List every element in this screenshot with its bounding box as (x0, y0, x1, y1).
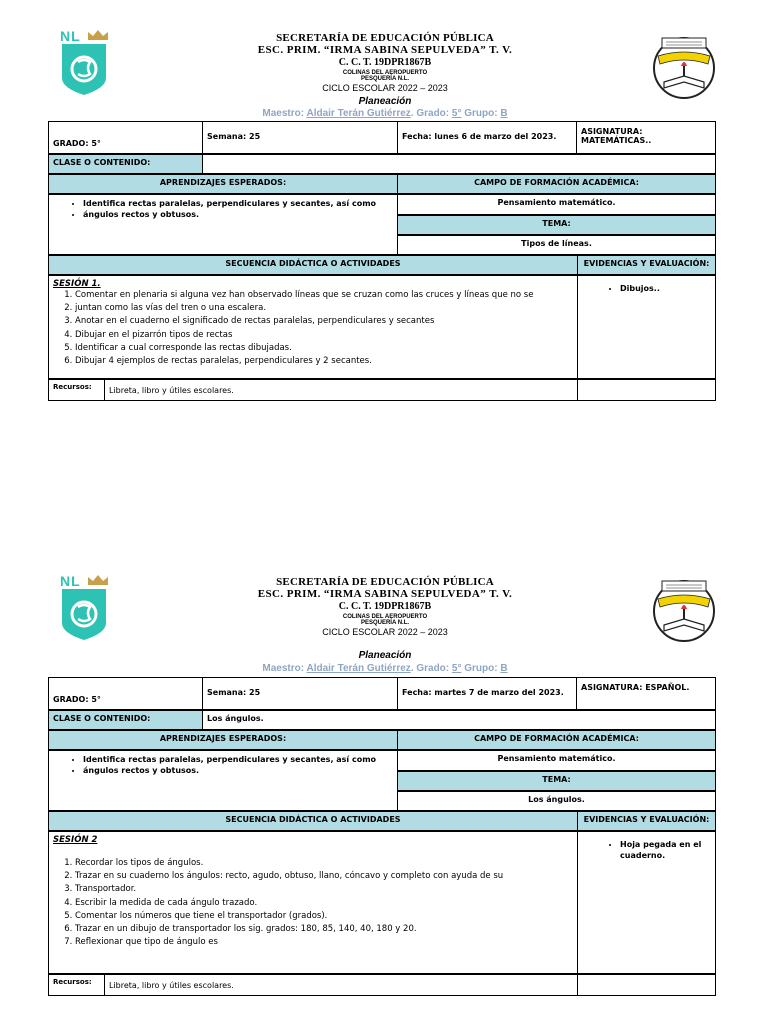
grado-cell: GRADO: 5° (48, 121, 203, 154)
recursos-label: Recursos: (48, 974, 105, 996)
school-header (230, 576, 540, 637)
ciclo-escolar: CICLO ESCOLAR 2022 – 2023 (322, 627, 448, 637)
grupo-value: B (500, 663, 508, 674)
crown-icon (88, 30, 108, 40)
clase-value (202, 154, 716, 174)
school-header (230, 32, 540, 93)
grupo-prefix: Grupo: (461, 108, 501, 119)
planeacion-title: Planeación (358, 650, 412, 661)
clase-value: Los ángulos. (202, 710, 716, 730)
aprendizaje-item: • Identifica rectas paralelas, perpendiculares y secantes, así como (83, 198, 393, 209)
grado-cell: GRADO: 5° (48, 677, 203, 710)
actividad-item: 3. Transportador. (75, 883, 573, 896)
asignatura-cell: ASIGNATURA: ESPAÑOL. (576, 677, 716, 710)
nl-logo-text: NL (60, 573, 81, 589)
clase-label: CLASE O CONTENIDO: (48, 154, 203, 174)
semana-cell: Semana: 25 (202, 121, 398, 154)
actividad-item: 2. juntan como las vías del tren o una escalera. (75, 302, 573, 315)
colonia: COLINAS DEL AEROPUERTO (342, 70, 428, 76)
secuencia-header: SECUENCIA DIDÁCTICA O ACTIVIDADES (48, 811, 578, 831)
fecha-cell: Fecha: martes 7 de marzo del 2023. (397, 677, 577, 710)
clase-label: CLASE O CONTENIDO: (48, 710, 203, 730)
cct: C. C. T. 19DPR1867B (338, 601, 432, 612)
evidencias-header: EVIDENCIAS Y EVALUACIÓN: (577, 811, 716, 831)
school-seal (652, 573, 716, 645)
sesion-title: SESIÓN 1. (53, 279, 101, 289)
actividad-item: 1. Comentar en plenaria si alguna vez han observado líneas que se cruzan como las cruces y líneas que no se (75, 289, 573, 302)
crown-icon (88, 575, 108, 585)
secuencia-body (48, 831, 578, 974)
aprendizajes-body (48, 194, 398, 255)
school-name: ESC. PRIM. “IRMA SABINA SEPULVEDA” T. V. (257, 44, 513, 56)
shield-icon (60, 42, 108, 96)
grupo-value: B (500, 108, 508, 119)
maestro-name: Aldair Terán Gutiérrez (306, 663, 411, 674)
semana-cell: Semana: 25 (202, 677, 398, 710)
municipio: PESQUERÍA N.L. (360, 620, 410, 626)
secretaria-title: SECRETARÍA DE EDUCACIÓN PÚBLICA (276, 32, 494, 44)
actividad-item: 5. Identificar a cual corresponde las rectas dibujadas. (75, 342, 573, 355)
school-name: ESC. PRIM. “IRMA SABINA SEPULVEDA” T. V. (257, 588, 513, 600)
school-seal-icon (652, 30, 716, 102)
maestro-line (200, 108, 570, 119)
grupo-prefix: Grupo: (461, 663, 501, 674)
cct: C. C. T. 19DPR1867B (338, 57, 432, 68)
actividad-item: 6. Trazar en un dibujo de transportador los sig. grados: 180, 85, 140, 40, 180 y 20. (75, 923, 573, 936)
recursos-value: Libreta, libro y útiles escolares. (104, 974, 578, 996)
recursos-value: Libreta, libro y útiles escolares. (104, 379, 578, 401)
secuencia-body (48, 275, 578, 379)
campo-value: Pensamiento matemático. (397, 194, 716, 215)
campo-value: Pensamiento matemático. (397, 750, 716, 771)
evidencias-header: EVIDENCIAS Y EVALUACIÓN: (577, 255, 716, 275)
evidencia-item: • Dibujos.. (620, 283, 711, 294)
sesion-title: SESIÓN 2 (53, 835, 98, 845)
maestro-line (200, 663, 570, 674)
aprendizajes-header: APRENDIZAJES ESPERADOS: (48, 730, 398, 750)
fecha-cell: Fecha: lunes 6 de marzo del 2023. (397, 121, 577, 154)
tema-value: Tipos de líneas. (397, 235, 716, 255)
actividad-item: 5. Comentar los números que tiene el transportador (grados). (75, 910, 573, 923)
school-seal-icon (652, 573, 716, 645)
maestro-prefix: Maestro: (262, 663, 307, 674)
actividad-item: 1. Recordar los tipos de ángulos. (75, 857, 573, 870)
actividad-item: 2. Trazar en su cuaderno los ángulos: recto, agudo, obtuso, llano, cóncavo y completo con ayuda de su (75, 870, 573, 883)
tema-label: TEMA: (397, 771, 716, 791)
tema-value: Los ángulos. (397, 791, 716, 811)
campo-header: CAMPO DE FORMACIÓN ACADÉMICA: (397, 730, 716, 750)
recursos-empty (577, 974, 716, 996)
maestro-name: Aldair Terán Gutiérrez (306, 108, 411, 119)
nl-logo (58, 573, 110, 641)
aprendizaje-item: • ángulos rectos y obtusos. (83, 765, 393, 776)
actividad-item: 6. Dibujar 4 ejemplos de rectas paralelas, perpendiculares y 2 secantes. (75, 355, 573, 368)
aprendizaje-item: • Identifica rectas paralelas, perpendiculares y secantes, así como (83, 754, 393, 765)
nl-logo (58, 28, 110, 96)
secuencia-header: SECUENCIA DIDÁCTICA O ACTIVIDADES (48, 255, 578, 275)
school-seal (652, 30, 716, 102)
secretaria-title: SECRETARÍA DE EDUCACIÓN PÚBLICA (276, 576, 494, 588)
asignatura-cell: ASIGNATURA: MATEMÁTICAS.. (576, 121, 716, 154)
grado-prefix: . Grado: (410, 108, 452, 119)
aprendizajes-header: APRENDIZAJES ESPERADOS: (48, 174, 398, 194)
municipio: PESQUERÍA N.L. (360, 76, 410, 82)
grado-value: 5° (451, 663, 462, 674)
recursos-empty (577, 379, 716, 401)
evidencia-item: • Hoja pegada en el cuaderno. (620, 839, 711, 861)
nl-logo-text: NL (60, 28, 81, 44)
ciclo-escolar: CICLO ESCOLAR 2022 – 2023 (322, 83, 448, 93)
tema-label: TEMA: (397, 215, 716, 235)
actividad-item: 7. Reflexionar que tipo de ángulo es (75, 936, 573, 949)
maestro-prefix: Maestro: (262, 108, 307, 119)
grado-value: 5° (451, 108, 462, 119)
actividad-item: 3. Anotar en el cuaderno el significado de rectas paralelas, perpendiculares y secantes (75, 315, 573, 328)
campo-header: CAMPO DE FORMACIÓN ACADÉMICA: (397, 174, 716, 194)
actividad-item: 4. Escribir la medida de cada ángulo trazado. (75, 897, 573, 910)
recursos-label: Recursos: (48, 379, 105, 401)
shield-icon (60, 587, 108, 641)
aprendizaje-item: • ángulos rectos y obtusos. (83, 209, 393, 220)
evidencias-body (577, 275, 716, 379)
grado-prefix: . Grado: (410, 663, 452, 674)
actividad-item: 4. Dibujar en el pizarrón tipos de rectas (75, 329, 573, 342)
evidencias-body (577, 831, 716, 974)
aprendizajes-body (48, 750, 398, 811)
colonia: COLINAS DEL AEROPUERTO (342, 614, 428, 620)
planeacion-title: Planeación (358, 96, 412, 107)
